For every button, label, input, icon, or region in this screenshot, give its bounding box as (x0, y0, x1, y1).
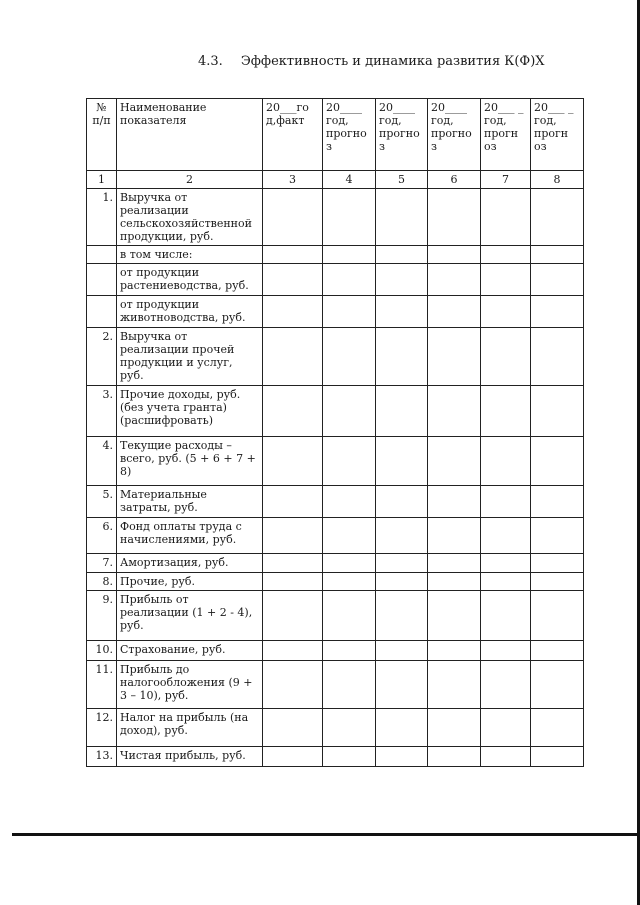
value-cell[interactable] (481, 518, 531, 554)
value-cell[interactable] (263, 296, 323, 328)
value-cell[interactable] (263, 641, 323, 661)
header-year-6: 20___ _ год, прогн оз (531, 99, 584, 171)
value-cell[interactable] (323, 518, 376, 554)
table-row (87, 189, 584, 246)
value-cell[interactable] (428, 573, 481, 591)
value-cell[interactable] (531, 264, 584, 296)
value-cell[interactable] (376, 437, 428, 486)
value-cell[interactable] (323, 641, 376, 661)
value-cell[interactable] (428, 264, 481, 296)
table-row (87, 709, 584, 747)
value-cell[interactable] (263, 709, 323, 747)
column-index: 7 (481, 171, 531, 189)
value-cell[interactable] (376, 591, 428, 641)
value-cell[interactable] (481, 591, 531, 641)
value-cell[interactable] (531, 747, 584, 767)
row-label: Выручка от реализации сельскохозяйственной продукции, руб. (117, 189, 263, 246)
table-row (87, 486, 584, 518)
value-cell[interactable] (531, 386, 584, 437)
value-cell[interactable] (428, 328, 481, 386)
row-number (87, 246, 117, 264)
value-cell[interactable] (376, 518, 428, 554)
value-cell[interactable] (531, 709, 584, 747)
value-cell[interactable] (376, 661, 428, 709)
bottom-rule (12, 833, 640, 836)
column-index: 1 (87, 171, 117, 189)
value-cell[interactable] (323, 573, 376, 591)
header-num: № п/п (87, 99, 117, 171)
value-cell[interactable] (428, 189, 481, 246)
value-cell[interactable] (376, 328, 428, 386)
value-cell[interactable] (263, 386, 323, 437)
value-cell[interactable] (481, 264, 531, 296)
value-cell[interactable] (531, 328, 584, 386)
value-cell[interactable] (428, 437, 481, 486)
table-row (87, 328, 584, 386)
value-cell[interactable] (531, 246, 584, 264)
row-label: Страхование, руб. (117, 641, 263, 661)
row-label: Прочие доходы, руб. (без учета гранта) (расшифровать) (117, 386, 263, 437)
row-number: 10. (87, 641, 117, 661)
value-cell[interactable] (428, 486, 481, 518)
value-cell[interactable] (428, 747, 481, 767)
value-cell[interactable] (323, 246, 376, 264)
table-row (87, 246, 584, 264)
value-cell[interactable] (531, 296, 584, 328)
section-title: Эффективность и динамика развития К(Ф)Х (240, 54, 545, 69)
value-cell[interactable] (376, 747, 428, 767)
value-cell[interactable] (263, 328, 323, 386)
value-cell[interactable] (263, 486, 323, 518)
header-year-3: 20____ год, прогно з (376, 99, 428, 171)
row-label: Прибыль до налогообложения (9 + 3 – 10), руб. (117, 661, 263, 709)
row-label: Налог на прибыль (на доход), руб. (117, 709, 263, 747)
value-cell[interactable] (376, 709, 428, 747)
value-cell[interactable] (323, 661, 376, 709)
efficiency-table (86, 98, 584, 767)
value-cell[interactable] (263, 518, 323, 554)
table-row (87, 437, 584, 486)
value-cell[interactable] (376, 486, 428, 518)
value-cell[interactable] (263, 554, 323, 573)
header-year-2: 20____ год, прогно з (323, 99, 376, 171)
value-cell[interactable] (481, 486, 531, 518)
row-label: Фонд оплаты труда с начислениями, руб. (117, 518, 263, 554)
row-label: от продукции животноводства, руб. (117, 296, 263, 328)
value-cell[interactable] (263, 437, 323, 486)
header-year-5: 20___ _ год, прогн оз (481, 99, 531, 171)
value-cell[interactable] (323, 189, 376, 246)
row-number: 3. (87, 386, 117, 437)
value-cell[interactable] (428, 518, 481, 554)
value-cell[interactable] (263, 573, 323, 591)
row-number: 11. (87, 661, 117, 709)
column-index: 3 (263, 171, 323, 189)
row-label: Выручка от реализации прочей продукции и услуг, руб. (117, 328, 263, 386)
value-cell[interactable] (428, 554, 481, 573)
value-cell[interactable] (481, 641, 531, 661)
value-cell[interactable] (531, 189, 584, 246)
value-cell[interactable] (481, 437, 531, 486)
value-cell[interactable] (323, 264, 376, 296)
column-index-row (87, 171, 584, 189)
header-year-1: 20___го д,факт (263, 99, 323, 171)
table-row (87, 591, 584, 641)
value-cell[interactable] (531, 661, 584, 709)
value-cell[interactable] (376, 641, 428, 661)
section-heading (198, 54, 545, 69)
value-cell[interactable] (376, 246, 428, 264)
header-row (87, 99, 584, 171)
value-cell[interactable] (531, 573, 584, 591)
column-index: 8 (531, 171, 584, 189)
value-cell[interactable] (481, 386, 531, 437)
row-label: от продукции растениеводства, руб. (117, 264, 263, 296)
value-cell[interactable] (531, 437, 584, 486)
table-row (87, 554, 584, 573)
value-cell[interactable] (481, 246, 531, 264)
value-cell[interactable] (376, 264, 428, 296)
value-cell[interactable] (531, 641, 584, 661)
value-cell[interactable] (263, 591, 323, 641)
row-number: 13. (87, 747, 117, 767)
header-year-4: 20____ год, прогно з (428, 99, 481, 171)
value-cell[interactable] (376, 386, 428, 437)
row-label: Чистая прибыль, руб. (117, 747, 263, 767)
row-label: в том числе: (117, 246, 263, 264)
row-label: Прибыль от реализации (1 + 2 - 4), руб. (117, 591, 263, 641)
value-cell[interactable] (428, 246, 481, 264)
table-row (87, 661, 584, 709)
value-cell[interactable] (263, 189, 323, 246)
table-row (87, 264, 584, 296)
value-cell[interactable] (376, 573, 428, 591)
value-cell[interactable] (481, 328, 531, 386)
row-label: Текущие расходы – всего, руб. (5 + 6 + 7 + 8) (117, 437, 263, 486)
value-cell[interactable] (428, 591, 481, 641)
value-cell[interactable] (531, 554, 584, 573)
value-cell[interactable] (531, 591, 584, 641)
value-cell[interactable] (531, 486, 584, 518)
table-row (87, 518, 584, 554)
value-cell[interactable] (323, 709, 376, 747)
value-cell[interactable] (481, 573, 531, 591)
table-row (87, 747, 584, 767)
header-name: Наименование показателя (117, 99, 263, 171)
row-number: 6. (87, 518, 117, 554)
value-cell[interactable] (531, 518, 584, 554)
value-cell[interactable] (428, 386, 481, 437)
value-cell[interactable] (323, 486, 376, 518)
row-number: 7. (87, 554, 117, 573)
value-cell[interactable] (323, 747, 376, 767)
value-cell[interactable] (428, 296, 481, 328)
value-cell[interactable] (428, 709, 481, 747)
value-cell[interactable] (323, 437, 376, 486)
value-cell[interactable] (263, 661, 323, 709)
value-cell[interactable] (376, 189, 428, 246)
row-label: Прочие, руб. (117, 573, 263, 591)
value-cell[interactable] (263, 747, 323, 767)
row-label: Материальные затраты, руб. (117, 486, 263, 518)
table-row (87, 573, 584, 591)
value-cell[interactable] (376, 296, 428, 328)
row-number: 4. (87, 437, 117, 486)
row-number: 5. (87, 486, 117, 518)
value-cell[interactable] (481, 554, 531, 573)
value-cell[interactable] (263, 246, 323, 264)
value-cell[interactable] (323, 296, 376, 328)
value-cell[interactable] (323, 554, 376, 573)
column-index: 2 (117, 171, 263, 189)
column-index: 6 (428, 171, 481, 189)
row-number: 2. (87, 328, 117, 386)
table-row (87, 641, 584, 661)
value-cell[interactable] (481, 661, 531, 709)
value-cell[interactable] (376, 554, 428, 573)
column-index: 4 (323, 171, 376, 189)
row-number: 12. (87, 709, 117, 747)
value-cell[interactable] (323, 591, 376, 641)
row-number: 1. (87, 189, 117, 246)
value-cell[interactable] (263, 264, 323, 296)
section-number: 4.3. (198, 54, 223, 69)
table-row (87, 386, 584, 437)
row-label: Амортизация, руб. (117, 554, 263, 573)
value-cell[interactable] (323, 386, 376, 437)
table-row (87, 296, 584, 328)
column-index: 5 (376, 171, 428, 189)
row-number: 9. (87, 591, 117, 641)
value-cell[interactable] (481, 747, 531, 767)
value-cell[interactable] (481, 189, 531, 246)
row-number (87, 296, 117, 328)
value-cell[interactable] (428, 641, 481, 661)
value-cell[interactable] (481, 709, 531, 747)
row-number: 8. (87, 573, 117, 591)
value-cell[interactable] (428, 661, 481, 709)
value-cell[interactable] (481, 296, 531, 328)
row-number (87, 264, 117, 296)
value-cell[interactable] (323, 328, 376, 386)
